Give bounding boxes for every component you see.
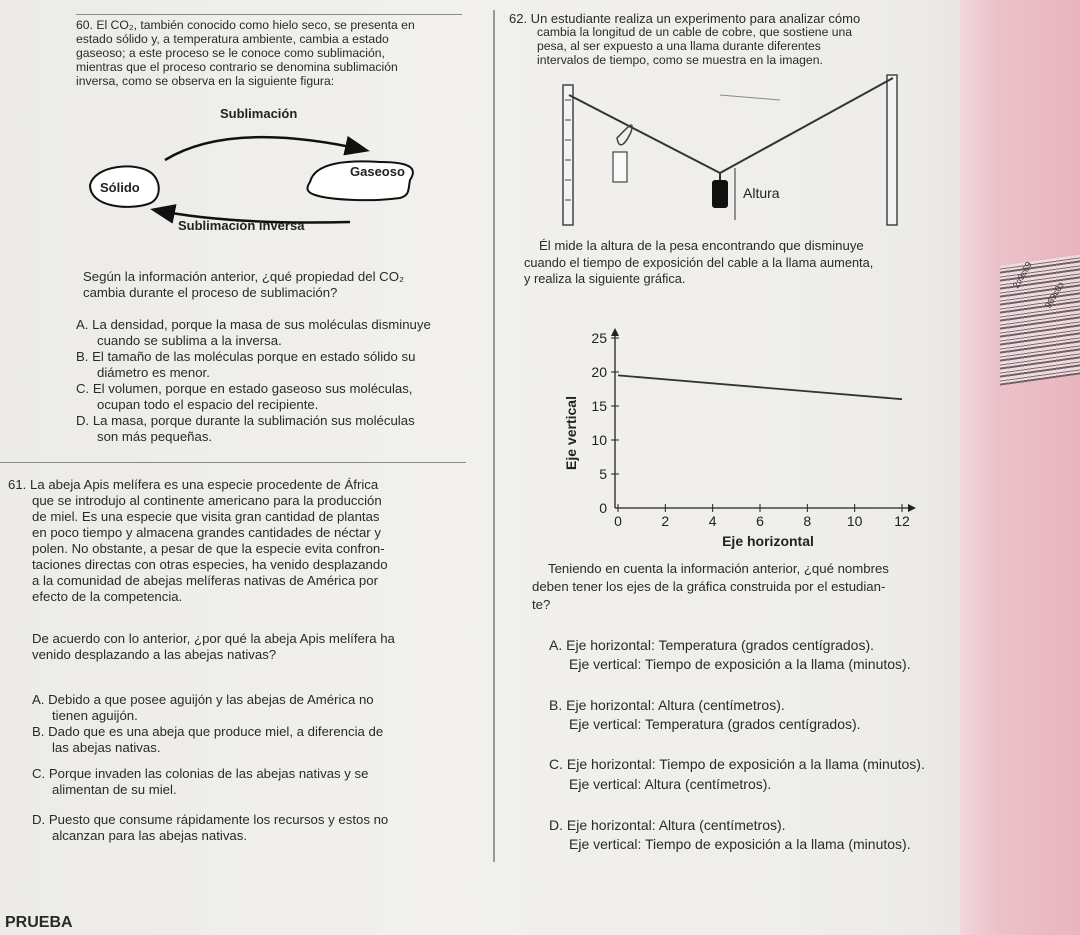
y-axis-label: Eje vertical [563,396,579,470]
q61-option-a[interactable]: A. Debido a que posee aguijón y las abejas de América no [32,692,374,707]
q60-line-5: inversa, como se observa en la siguiente figura: [76,74,335,88]
x-tick-label: 4 [708,513,717,529]
y-tick-label: 20 [591,364,607,380]
q60-line-3: gaseoso; a este proceso se le conoce como sublimación, [76,46,385,60]
copper-cable-right [720,78,893,173]
q62-option-d[interactable]: D. Eje horizontal: Altura (centímetros). [549,817,786,833]
q62-option-b-cont: Eje vertical: Temperatura (grados centígrados). [569,716,861,732]
q60-question-2: cambia durante el proceso de sublimación? [83,285,338,300]
y-axis-arrow [611,328,619,336]
diagram-gas-label: Gaseoso [350,164,405,179]
q61-option-b[interactable]: B. Dado que es una abeja que produce miel, a diferencia de [32,724,384,739]
q60-line-4: mientras que el proceso contrario se denomina sublimación [76,60,398,74]
q61-option-a-cont: tienen aguijón. [52,708,138,723]
q62-line-2: cambia la longitud de un cable de cobre, que sostiene una [537,25,853,39]
q60-option-a-cont: cuando se sublima a la inversa. [97,333,282,348]
q61-option-c[interactable]: C. Porque invaden las colonias de las abejas nativas y se [32,766,369,781]
x-tick-label: 8 [803,513,812,529]
y-tick-label: 10 [591,432,607,448]
experiment-figure [555,70,915,230]
q60-line-1: 60. El CO₂, también conocido como hielo seco, se presenta en [76,18,415,32]
q62-after-2: cuando el tiempo de exposición del cable a la llama aumenta, [524,255,874,270]
side-code-1: 2ɔ9ɛ69 [1010,260,1034,290]
top-rule-left [76,14,462,15]
footer-label: PRUEBA [5,914,73,931]
q60-option-b[interactable]: B. El tamaño de las moléculas porque en estado sólido su [76,349,416,364]
q60-q61-separator [0,462,466,463]
diagram-solid-label: Sólido [100,180,140,195]
q61-option-d[interactable]: D. Puesto que consume rápidamente los recursos y estos no [32,812,389,827]
q61-option-b-cont: las abejas nativas. [52,740,161,755]
q60-option-d-cont: son más pequeñas. [97,429,213,444]
q60-option-c[interactable]: C. El volumen, porque en estado gaseoso sus moléculas, [76,381,413,396]
y-tick-label: 25 [591,330,607,346]
column-divider [493,10,495,862]
side-code-2: 969ɛ0ɔ [1042,280,1066,310]
q60-option-c-cont: ocupan todo el espacio del recipiente. [97,397,319,412]
q60-line-2: estado sólido y, a temperatura ambiente, cambia a estado [76,32,389,46]
line-chart [540,320,930,555]
flame-icon [617,125,632,145]
diagram-top-label: Sublimación [220,106,298,121]
q61-option-d-cont: alcanzan para las abejas nativas. [52,828,248,843]
copper-cable-left [569,95,720,173]
x-tick-label: 12 [894,513,910,529]
y-tick-label: 15 [591,398,607,414]
q62-option-c-cont: Eje vertical: Altura (centímetros). [569,776,772,792]
q62-option-b[interactable]: B. Eje horizontal: Altura (centímetros). [549,697,785,713]
series-line [618,375,902,399]
altura-label: Altura [743,185,780,201]
q62-option-a-cont: Eje vertical: Tiempo de exposición a la llama (minutos). [569,656,911,672]
q62-option-c[interactable]: C. Eje horizontal: Tiempo de exposición a la llama (minutos). [549,756,925,772]
q60-option-a[interactable]: A. La densidad, porque la masa de sus moléculas disminuye [76,317,431,332]
barcode-strip [1000,254,1080,385]
q61-question-1: De acuerdo con lo anterior, ¿por qué la abeja Apis melífera ha [32,631,395,646]
q62-question-3: te? [532,597,551,612]
q62-question-1: Teniendo en cuenta la información anterior, ¿qué nombres [548,561,889,576]
q62-option-d-cont: Eje vertical: Tiempo de exposición a la llama (minutos). [569,836,911,852]
x-axis-arrow [908,504,916,512]
pink-folder-edge [960,0,1080,935]
q62-question-2: deben tener los ejes de la gráfica construida por el estudian- [532,579,886,594]
q61-question-2: venido desplazando a las abejas nativas? [32,647,277,662]
q62-after-1: Él mide la altura de la pesa encontrando que disminuye [539,238,864,253]
x-tick-label: 10 [846,513,863,529]
x-tick-label: 6 [756,513,764,529]
q62-line-4: intervalos de tiempo, como se muestra en la imagen. [537,53,823,67]
q60-option-b-cont: diámetro es menor. [97,365,210,380]
y-tick-label: 5 [599,466,607,482]
right-stand [887,75,897,225]
q62-option-a[interactable]: A. Eje horizontal: Temperatura (grados centígrados). [549,637,875,653]
q60-option-d[interactable]: D. La masa, porque durante la sublimación sus moléculas [76,413,415,428]
diagram-bottom-label: Sublimación inversa [178,218,305,233]
sublimation-diagram [80,100,470,240]
left-stand [563,85,573,225]
x-axis-label: Eje horizontal [722,533,814,549]
y-tick-label: 0 [599,500,607,516]
q61-line-5: polen. No obstante, a pesar de que la especie evita confron- [32,541,385,556]
x-tick-label: 2 [661,513,670,529]
q62-line-1: 62. Un estudiante realiza un experimento para analizar cómo [509,11,861,26]
q61-line-8: efecto de la competencia. [32,589,183,604]
q61-line-4: en poco tiempo y almacena grandes cantidades de néctar y [32,525,381,540]
q61-line-7: a la comunidad de abejas melíferas nativas de América por [32,573,378,588]
q61-line-2: que se introdujo al continente americano para la producción [32,493,382,508]
q60-question-1: Según la información anterior, ¿qué propiedad del CO₂ [83,269,405,284]
q62-line-3: pesa, al ser expuesto a una llama durante diferentes [537,39,821,53]
q61-line-1: 61. La abeja Apis melífera es una especie procedente de África [8,477,379,492]
weight [712,180,728,208]
x-tick-label: 0 [614,513,622,529]
sublimation-arrow [165,137,365,160]
q61-line-6: taciones directas con otras especies, ha venido desplazando [32,557,388,572]
q61-line-3: de miel. Es una especie que visita gran cantidad de plantas [32,509,380,524]
q62-after-3: y realiza la siguiente gráfica. [524,271,686,286]
burner [613,152,627,182]
q61-option-c-cont: alimentan de su miel. [52,782,177,797]
